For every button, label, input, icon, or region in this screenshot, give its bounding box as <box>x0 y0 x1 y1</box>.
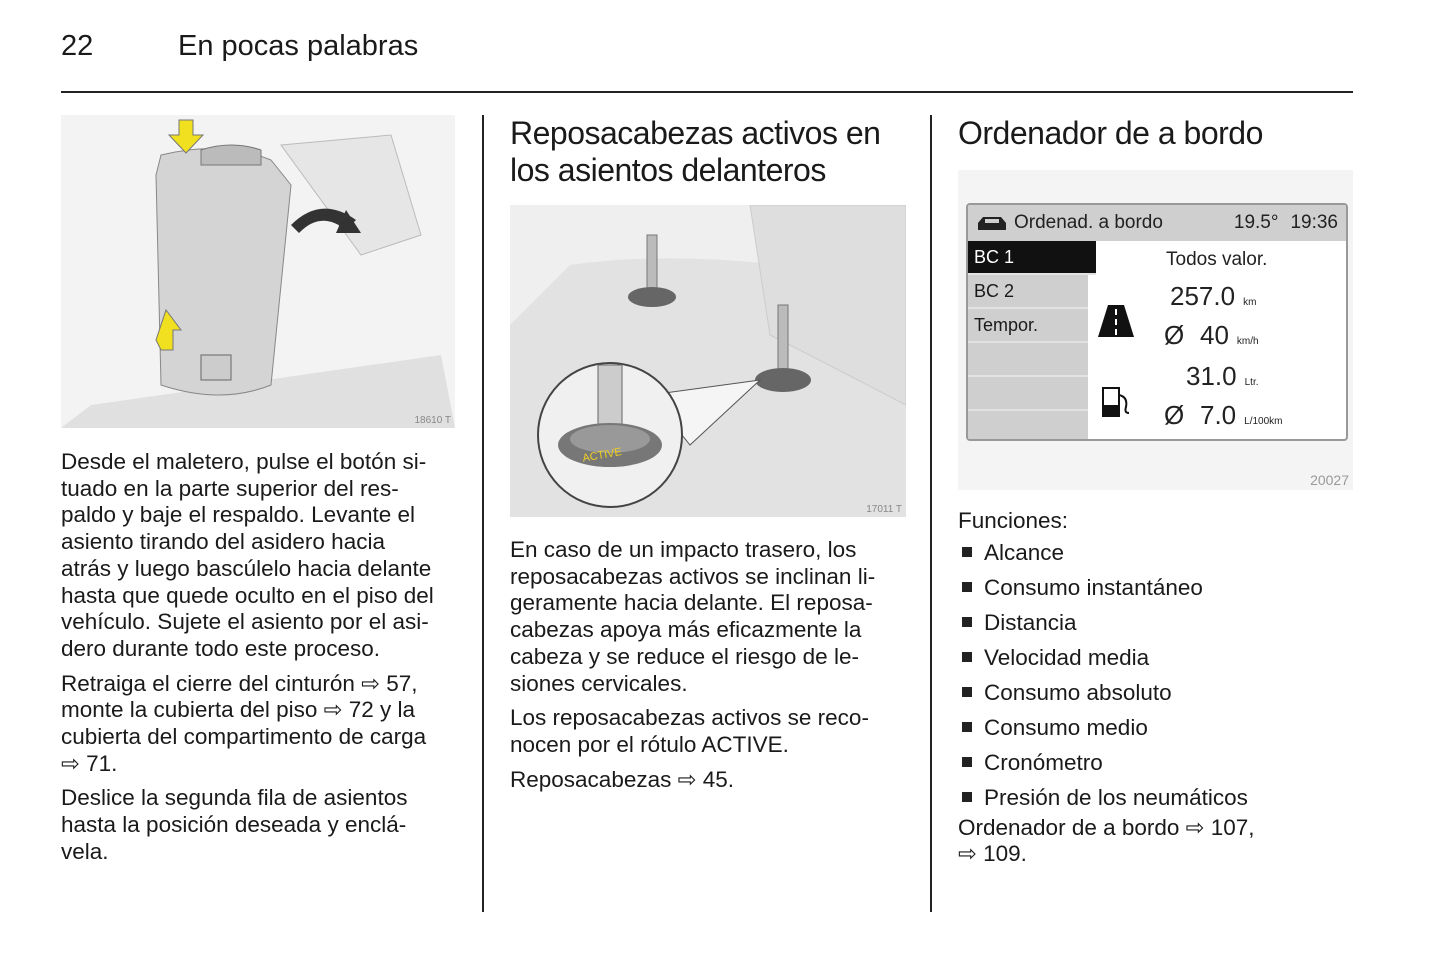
display-menu-item[interactable] <box>968 411 1088 441</box>
function-label: Distancia <box>984 609 1077 635</box>
cross-reference <box>958 815 1354 868</box>
function-label: Velocidad media <box>984 644 1150 670</box>
bullet-icon <box>962 652 972 662</box>
column-3 <box>958 115 1354 876</box>
col2-text <box>510 537 910 793</box>
value-unit: km <box>1243 297 1257 308</box>
text-line: ⇨ 71. <box>61 750 118 776</box>
text-line: reposacabezas activos se inclinan li- <box>510 563 876 589</box>
text-line: cabeza y se reduce el riesgo de le- <box>510 643 859 669</box>
fuel-pump-icon <box>1102 387 1134 417</box>
paragraph <box>510 767 910 794</box>
heading-line: Reposacabezas activos en <box>510 115 881 151</box>
text-line: dero durante todo este proceso. <box>61 635 380 661</box>
display-subtitle: Todos valor. <box>1166 249 1268 270</box>
page-title: En pocas palabras <box>178 30 419 62</box>
text-line: Reposacabezas ⇨ 45. <box>510 766 734 792</box>
display-value <box>1200 320 1259 351</box>
text-line: Los reposacabezas activos se reco- <box>510 705 869 731</box>
display-menu-item[interactable] <box>968 377 1088 411</box>
value-number: 31.0 <box>1186 361 1237 391</box>
text-line: Ordenador de a bordo ⇨ 107, <box>958 814 1255 840</box>
bullet-icon <box>962 617 972 627</box>
bullet-icon <box>962 687 972 697</box>
col3-text <box>958 508 1354 868</box>
text-line: hasta la posición deseada y enclá- <box>61 812 407 838</box>
seat-illustration <box>61 115 455 428</box>
text-line: tuado en la parte superior del res- <box>61 475 399 501</box>
board-computer-figure <box>958 170 1353 490</box>
text-line: atrás y luego bascúlelo hacia delante <box>61 555 432 581</box>
function-list-item <box>958 745 1354 780</box>
text-line: cubierta del compartimento de carga <box>61 724 427 750</box>
display-title: Ordenad. a bordo <box>1014 212 1163 233</box>
col1-text <box>61 449 461 866</box>
text-line: vela. <box>61 838 109 864</box>
text-line: asiento tirando del asidero hacia <box>61 529 385 555</box>
board-computer-display <box>966 203 1348 441</box>
text-line: Desde el maletero, pulse el botón si- <box>61 449 427 474</box>
display-value <box>1186 361 1259 392</box>
figure-code: 17011 T <box>866 504 902 515</box>
function-list-item <box>958 640 1354 675</box>
text-line: vehículo. Sujete el asiento por el asi- <box>61 609 429 635</box>
function-list-item <box>958 780 1354 815</box>
bullet-icon <box>962 792 972 802</box>
display-time: 19:36 <box>1290 212 1338 233</box>
display-menu-item[interactable]: BC 2 <box>968 275 1088 309</box>
column-divider <box>482 115 484 912</box>
text-line: hasta que quede oculto en el piso del <box>61 582 434 608</box>
function-label: Alcance <box>984 539 1065 565</box>
value-unit: L/100km <box>1244 416 1283 427</box>
value-unit: km/h <box>1236 336 1259 347</box>
paragraph <box>61 671 461 778</box>
figure-code: 20027 <box>1310 472 1349 488</box>
bullet-icon <box>962 722 972 732</box>
text-line: cabezas apoya más eficazmente la <box>510 617 862 643</box>
headrest-illustration <box>510 205 906 517</box>
function-label: Consumo absoluto <box>984 679 1172 705</box>
paragraph <box>61 449 461 663</box>
value-number: 40 <box>1200 320 1229 350</box>
function-label: Consumo instantáneo <box>984 574 1203 600</box>
figure-code: 18610 T <box>414 415 451 426</box>
header-rule <box>61 91 1353 93</box>
function-list-item <box>958 570 1354 605</box>
column-2 <box>510 115 910 801</box>
paragraph <box>510 537 910 697</box>
active-label: ACTIVE <box>581 446 623 465</box>
bullet-icon <box>962 582 972 592</box>
text-line: nocen por el rótulo ACTIVE. <box>510 731 789 757</box>
bullet-icon <box>962 547 972 557</box>
text-line: En caso de un impacto trasero, los <box>510 537 857 562</box>
display-menu <box>968 241 1088 439</box>
function-list-item <box>958 675 1354 710</box>
display-header <box>968 205 1346 241</box>
display-menu-item[interactable]: BC 1 <box>968 241 1096 275</box>
column-1 <box>61 115 461 874</box>
text-line: ⇨ 109. <box>958 841 1027 867</box>
text-line: Deslice la segunda fila de asientos <box>61 785 408 811</box>
headrest-figure <box>510 205 906 517</box>
paragraph <box>510 705 910 758</box>
heading-line: los asientos delanteros <box>510 152 826 188</box>
page-number: 22 <box>61 30 94 62</box>
text-line: geramente hacia delante. El reposa- <box>510 590 873 616</box>
text-line: paldo y baje el respaldo. Levante el <box>61 502 416 528</box>
average-symbol: Ø <box>1164 320 1185 350</box>
display-temp: 19.5° <box>1233 212 1279 233</box>
display-menu-item[interactable]: Tempor. <box>968 309 1088 343</box>
section-heading: Ordenador de a bordo <box>958 115 1263 151</box>
text-line: siones cervicales. <box>510 670 688 696</box>
display-value <box>1200 400 1283 431</box>
value-number: 7.0 <box>1200 400 1237 430</box>
functions-intro: Funciones: <box>958 508 1069 533</box>
column-divider <box>930 115 932 912</box>
text-line: Retraiga el cierre del cinturón ⇨ 57, <box>61 670 418 696</box>
text-line: monte la cubierta del piso ⇨ 72 y la <box>61 697 416 723</box>
average-symbol: Ø <box>1164 400 1185 430</box>
function-label: Consumo medio <box>984 714 1148 740</box>
value-number: 257.0 <box>1170 281 1236 311</box>
function-list-item <box>958 605 1354 640</box>
paragraph <box>61 785 461 865</box>
seat-fold-figure <box>61 115 455 428</box>
bullet-icon <box>962 757 972 767</box>
section-heading <box>510 115 910 189</box>
function-label: Presión de los neumáticos <box>984 784 1248 810</box>
display-menu-item[interactable] <box>968 343 1088 377</box>
road-icon <box>1098 305 1134 337</box>
display-value <box>1170 281 1256 312</box>
function-label: Cronómetro <box>984 749 1103 775</box>
value-unit: Ltr. <box>1244 377 1259 388</box>
car-icon <box>976 214 1008 232</box>
function-list-item <box>958 535 1354 570</box>
function-list-item <box>958 710 1354 745</box>
